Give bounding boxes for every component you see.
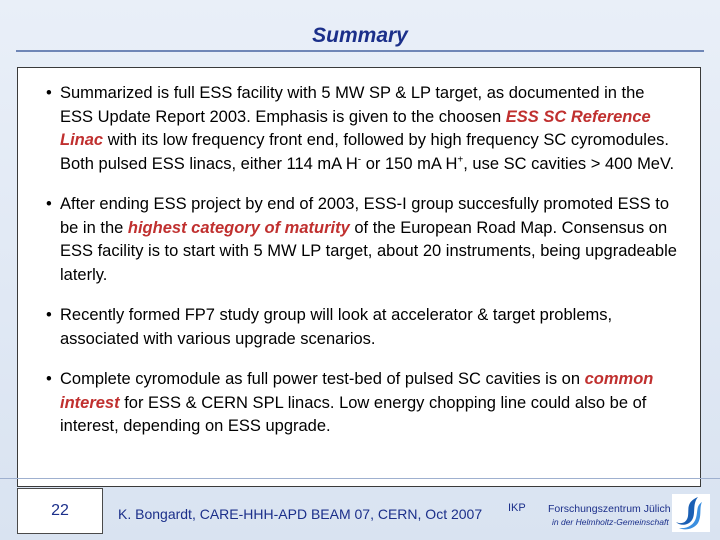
fz-juelich-logo-icon [672,494,710,532]
bullet-2-post: of the European Road Map. Consensus on ESS facility is to start with 5 MW LP target, about 20 instruments, being upgradeable laterly. [60,218,677,284]
footer-institute: IKP [508,502,526,514]
bullet-2-highlight: highest category of maturity [127,218,350,237]
bullet-3 [46,304,680,351]
bullet-1-pre: Summarized is full ESS facility with 5 MW SP & LP target, as documented in the ESS Update Report 2003. Emphasis is given to the choosen [60,84,645,126]
bullet-1 [46,82,680,176]
bullet-4 [46,368,680,439]
bullet-1-sup1: - [357,154,362,165]
footer-citation: K. Bongardt, CARE-HHH-APD BEAM 07, CERN, Oct 2007 [118,506,483,522]
page-number: 22 [51,502,69,519]
bullet-1-post1: with its low frequency front end, followed by high frequency SC cyromodules. Both pulsed ESS linacs, either 114 mA H [60,131,669,173]
footer-org: Forschungszentrum Jülich [548,503,671,515]
bullet-4-highlight: common interest [60,370,654,412]
bullet-dot: • [46,195,52,213]
bullet-dot: • [46,370,52,388]
bullet-1-highlight: ESS SC Reference Linac [60,107,651,149]
bullet-dot: • [46,84,52,102]
slide-title: Summary [312,24,408,47]
bullet-3-text: Recently formed FP7 study group will look at accelerator & target problems, associated with various upgrade scenarios. [60,306,613,348]
bullet-1-post2: , use SC cavities > 400 MeV. [463,154,675,173]
bullet-2-pre: After ending ESS project by end of 2003, ESS-I group succesfully promoted ESS to be in the [60,195,670,237]
bullet-4-post: for ESS & CERN SPL linacs. Low energy chopping line could also be of interest, depending on ESS upgrade. [60,393,647,435]
footer-org-sub: in der Helmholtz-Gemeinschaft [552,517,669,527]
bullet-4-pre: Complete cyromodule as full power test-bed of pulsed SC cavities is on [60,370,585,388]
bullet-1-mid: or 150 mA H [361,154,458,173]
bullet-dot: • [46,306,52,324]
page-number-box [17,488,103,534]
title-underline [16,50,704,52]
footer-divider [0,478,720,479]
bullet-2 [46,193,680,287]
bullet-1-sup2: + [457,154,464,165]
content-box [17,67,701,487]
